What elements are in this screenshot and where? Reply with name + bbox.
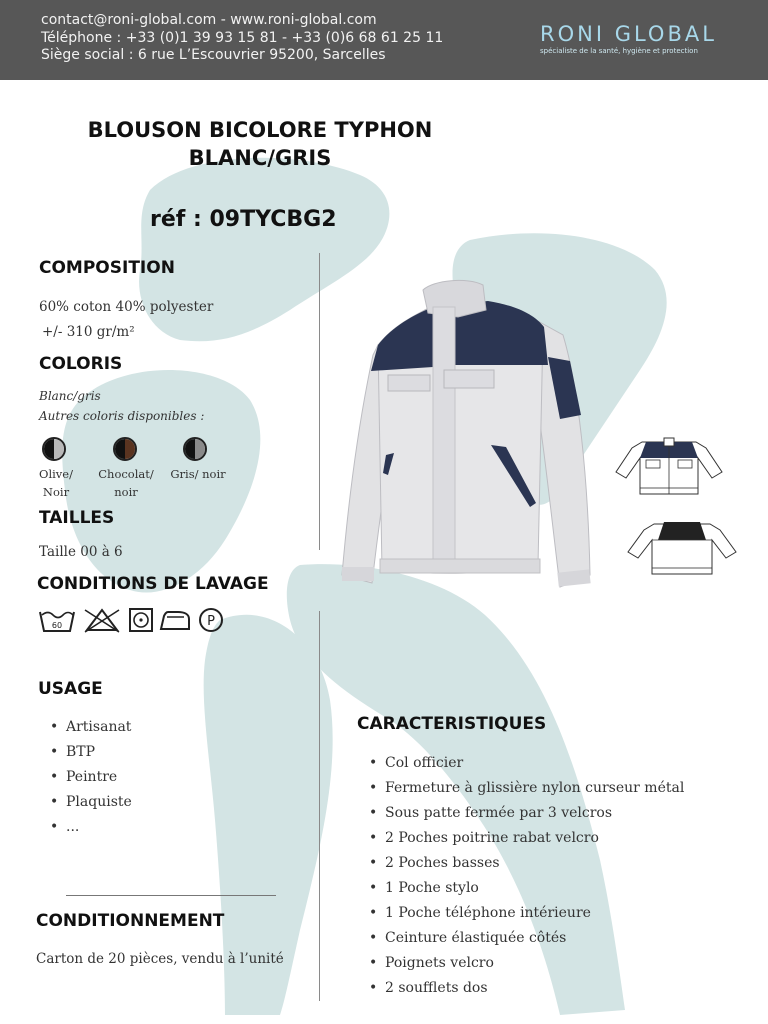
feature-item: • 2 Poches basses [357,851,684,876]
tumble-dry-icon [128,606,154,634]
tailles-value: Taille 00 à 6 [39,544,123,560]
wash-60-icon [38,606,76,634]
iron-icon [158,606,192,634]
vertical-divider-top [319,253,320,550]
swatch-label-line2: Noir [42,485,70,499]
composition-weight: +/- 310 gr/m² [42,324,135,340]
horizontal-divider [66,895,276,896]
swatch-left-half [44,439,54,459]
caracteristiques-heading: CARACTERISTIQUES [357,714,547,734]
vertical-divider-bottom [319,611,320,1001]
dry-clean-letter: P [207,614,215,629]
swatch-olive-noir[interactable] [42,437,66,461]
contact-phone[interactable]: Téléphone : +33 (0)1 39 93 15 81 - +33 (0)6 68 61 25 11 [41,29,444,46]
contact-email-web[interactable]: contact@roni-global.com - www.roni-global.com [41,12,377,28]
swatch-label-gris [166,465,230,483]
coloris-heading: COLORIS [39,354,123,374]
feature-item: • 1 Poche téléphone intérieure [357,901,684,926]
swatch-label-line1: Gris/ noir [170,467,226,481]
usage-item: • Artisanat [38,715,132,740]
swatch-gris-noir[interactable] [183,437,207,461]
feature-item: • 2 soufflets dos [357,976,684,1001]
feature-item: • Poignets velcro [357,951,684,976]
usage-list [38,715,132,840]
usage-item: • Peintre [38,765,132,790]
header-bar [0,0,768,80]
feature-item: • Sous patte fermée par 3 velcros [357,801,684,826]
swatch-right-half [195,439,205,459]
conditionnement-heading: CONDITIONNEMENT [36,911,225,931]
usage-item: • ... [38,815,132,840]
roni-global-logo[interactable] [540,22,740,62]
swatch-label-chocolat [95,465,157,501]
feature-item: • Fermeture à glissière nylon curseur métal [357,776,684,801]
composition-heading: COMPOSITION [39,258,175,278]
swatch-right-half [125,439,135,459]
product-title-line1: BLOUSON BICOLORE TYPHON [87,118,433,142]
contact-address: Siège social : 6 rue L’Escouvrier 95200, Sarcelles [41,47,386,63]
lavage-heading: CONDITIONS DE LAVAGE [37,574,269,594]
swatch-label-line1: Chocolat/ [98,467,154,481]
logo-tagline: spécialiste de la santé, hygiène et protection [540,47,698,55]
logo-brand-text: RONI GLOBAL [540,22,717,46]
swatch-label-olive [30,465,82,501]
composition-fabric: 60% coton 40% polyester [39,299,214,315]
feature-item: • 2 Poches poitrine rabat velcro [357,826,684,851]
coloris-other-label: Autres coloris disponibles : [39,409,205,423]
feature-item: • 1 Poche stylo [357,876,684,901]
contact-block [41,12,443,65]
product-reference: réf : 09TYCBG2 [150,207,337,232]
swatch-right-half [54,439,64,459]
dry-clean-p-icon [197,606,225,634]
usage-heading: USAGE [38,679,103,699]
swatch-label-line2: noir [114,485,138,499]
jacket-product-image [338,275,598,600]
conditionnement-value: Carton de 20 pièces, vendu à l’unité [36,951,284,967]
tailles-heading: TAILLES [39,508,115,528]
feature-item: • Ceinture élastiquée côtés [357,926,684,951]
no-bleach-icon [83,606,121,634]
swatch-label-line1: Olive/ [39,467,73,481]
jacket-front-sketch [612,434,726,500]
swatch-left-half [115,439,125,459]
feature-item: • Col officier [357,751,684,776]
swatch-chocolat-noir[interactable] [113,437,137,461]
jacket-back-sketch [624,518,740,580]
swatch-left-half [185,439,195,459]
caracteristiques-list [357,751,684,1001]
wash-temp-text: 60 [51,621,63,630]
usage-item: • BTP [38,740,132,765]
usage-item: • Plaquiste [38,790,132,815]
coloris-current: Blanc/gris [39,389,101,403]
product-title-line2: BLANC/GRIS [188,146,332,170]
